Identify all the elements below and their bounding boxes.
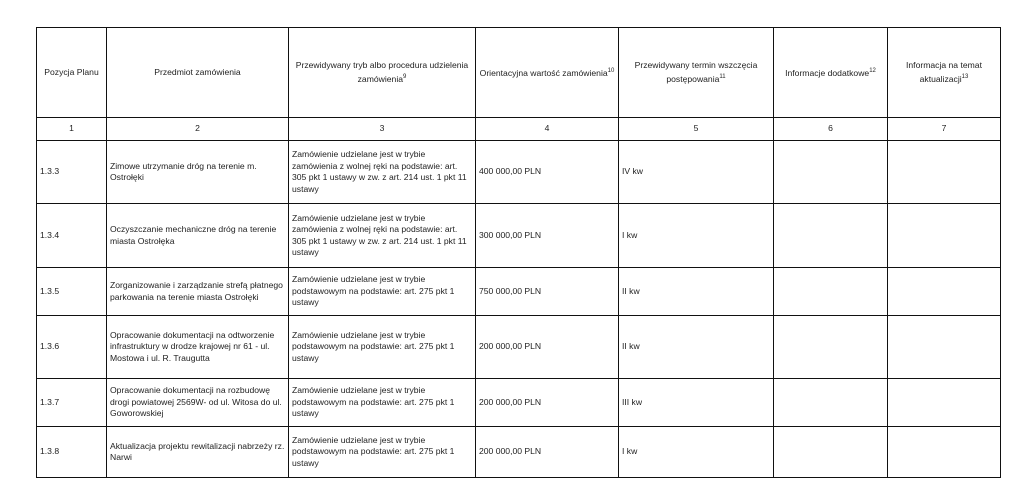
table-row [37, 427, 1001, 478]
column-header-label: Informacje dodatkowe [785, 67, 870, 78]
table-cell [888, 204, 1001, 268]
column-header [107, 28, 289, 118]
column-header [774, 28, 888, 118]
table-cell: Zorganizowanie i zarządzanie strefą płatnego parkowania na terenie miasta Ostrołęki [107, 268, 289, 316]
column-number: 2 [107, 118, 289, 141]
column-number: 7 [888, 118, 1001, 141]
table-row [37, 141, 1001, 204]
table-cell: Zamówienie udzielane jest w trybie podstawowym na podstawie: art. 275 pkt 1 ustawy [289, 268, 476, 316]
column-header-label: Przewidywany tryb albo procedura udzielenia zamówienia [295, 60, 469, 84]
procurement-plan-table [36, 27, 1001, 478]
table-cell: 1.3.3 [37, 141, 107, 204]
table-cell: 200 000,00 PLN [476, 316, 619, 379]
table-cell: Zamówienie udzielane jest w trybie podstawowym na podstawie: art. 275 pkt 1 ustawy [289, 427, 476, 478]
column-number: 3 [289, 118, 476, 141]
table-cell [888, 141, 1001, 204]
table-cell [888, 427, 1001, 478]
table-cell: I kw [619, 427, 774, 478]
table-cell [888, 268, 1001, 316]
column-header [289, 28, 476, 118]
table-cell [774, 316, 888, 379]
column-header-label: Przewidywany termin wszczęcia postępowania [634, 60, 758, 84]
footnote-ref: 10 [607, 67, 615, 74]
table-cell: 1.3.4 [37, 204, 107, 268]
table-cell [774, 427, 888, 478]
column-header-label: Informacja na temat aktualizacji [906, 60, 982, 84]
table-row [37, 268, 1001, 316]
column-header [888, 28, 1001, 118]
table-cell: 1.3.7 [37, 379, 107, 427]
footnote-ref: 13 [961, 73, 969, 80]
column-number-row [37, 118, 1001, 141]
table-cell: 200 000,00 PLN [476, 427, 619, 478]
table-cell: I kw [619, 204, 774, 268]
table-cell: Zamówienie udzielane jest w trybie podstawowym na podstawie: art. 275 pkt 1 ustawy [289, 316, 476, 379]
table-cell: Aktualizacja projektu rewitalizacji nabrzeży rz. Narwi [107, 427, 289, 478]
header-row [37, 28, 1001, 118]
footnote-ref: 12 [869, 67, 876, 74]
table-row [37, 379, 1001, 427]
table-cell: III kw [619, 379, 774, 427]
column-header [37, 28, 107, 118]
table-cell: IV kw [619, 141, 774, 204]
table-cell: 200 000,00 PLN [476, 379, 619, 427]
column-header [476, 28, 619, 118]
column-number: 5 [619, 118, 774, 141]
table-cell: II kw [619, 268, 774, 316]
table-cell: II kw [619, 316, 774, 379]
footnote-ref: 9 [403, 73, 407, 80]
table-cell [888, 316, 1001, 379]
column-header-label: Przedmiot zamówienia [154, 66, 241, 77]
table-cell: 400 000,00 PLN [476, 141, 619, 204]
table-cell [774, 268, 888, 316]
table-cell: 750 000,00 PLN [476, 268, 619, 316]
table-cell [888, 379, 1001, 427]
table-cell [774, 379, 888, 427]
column-number: 6 [774, 118, 888, 141]
column-number: 4 [476, 118, 619, 141]
column-header-label: Pozycja Planu [44, 66, 99, 77]
table-cell: Opracowanie dokumentacji na rozbudowę drogi powiatowej 2569W- od ul. Witosa do ul. Goworowskiej [107, 379, 289, 427]
table-cell: 1.3.5 [37, 268, 107, 316]
table-cell: Zamówienie udzielane jest w trybie zamówienia z wolnej ręki na podstawie: art. 305 pkt 1 ustawy w zw. z art. 214 ust. 1 pkt 11 ustawy [289, 204, 476, 268]
table-cell: Zamówienie udzielane jest w trybie podstawowym na podstawie: art. 275 pkt 1 ustawy [289, 379, 476, 427]
table-cell: Oczyszczanie mechaniczne dróg na terenie miasta Ostrołęka [107, 204, 289, 268]
table-cell: Zimowe utrzymanie dróg na terenie m. Ostrołęki [107, 141, 289, 204]
table-cell: Opracowanie dokumentacji na odtworzenie infrastruktury w drodze krajowej nr 61 - ul. Mostowa i ul. R. Traugutta [107, 316, 289, 379]
table-cell: 1.3.8 [37, 427, 107, 478]
table-cell: 300 000,00 PLN [476, 204, 619, 268]
table-cell: 1.3.6 [37, 316, 107, 379]
column-header [619, 28, 774, 118]
footnote-ref: 11 [719, 73, 726, 80]
column-number: 1 [37, 118, 107, 141]
column-header-label: Orientacyjna wartość zamówienia [479, 67, 608, 78]
table-row [37, 204, 1001, 268]
table-cell: Zamówienie udzielane jest w trybie zamówienia z wolnej ręki na podstawie: art. 305 pkt 1 ustawy w zw. z art. 214 ust. 1 pkt 11 ustawy [289, 141, 476, 204]
table-row [37, 316, 1001, 379]
table-cell [774, 204, 888, 268]
table-cell [774, 141, 888, 204]
